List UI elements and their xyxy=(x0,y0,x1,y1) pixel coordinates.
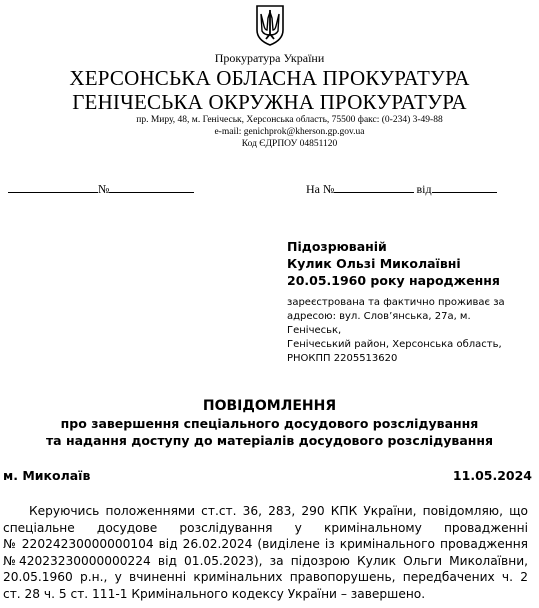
document-title: ПОВІДОМЛЕННЯ xyxy=(202,398,337,414)
body-line: № 22024230000000104 від 26.02.2024 (виділене із кримінального провадження xyxy=(3,537,528,552)
org-district-title: ГЕНІЧЕСЬКА ОКРУЖНА ПРОКУРАТУРА xyxy=(72,90,467,114)
body-line: №42023230000000224 від 01.05.2023), за підозрою Кулик Ольги Миколаївни, xyxy=(3,553,528,568)
residence-line: адресою: вул. Слов’янська, 27а, м. Генічеськ, xyxy=(287,311,471,336)
recipient-block xyxy=(287,238,500,289)
residence-line: зареєстрована та фактично проживає за xyxy=(287,297,505,308)
document-date: 11.05.2024 xyxy=(452,468,532,483)
org-region-title: ХЕРСОНСЬКА ОБЛАСНА ПРОКУРАТУРА xyxy=(69,66,470,90)
recipient-name: Кулик Ользі Миколаївні xyxy=(287,256,461,271)
recipient-role: Підозрюваній xyxy=(287,239,387,254)
body-line: 20.05.1960 р.н., у вчиненні кримінальних правопорушень, передбачених ч. 2 xyxy=(3,570,528,585)
residence-line: Генічеський район, Херсонська область, xyxy=(287,339,502,350)
org-edrpou: Код ЄДРПОУ 04851120 xyxy=(241,139,338,149)
body-line: Керуючись положеннями ст.ст. 36, 283, 290 КПК України, повідомляю, що xyxy=(29,504,528,518)
residence-block xyxy=(287,296,527,366)
body-line: спеціальне досудове розслідування у кримінальному провадженні xyxy=(3,520,528,535)
org-parent: Прокуратура України xyxy=(214,51,325,65)
document-subtitle-2: та надання доступу до матеріалів досудового розслідування xyxy=(45,433,494,448)
org-address: пр. Миру, 48, м. Генічеськ, Херсонська область, 75500 факс: (0-234) 3-49-88 xyxy=(136,115,443,125)
document-subtitle-1: про завершення спеціального досудового розслідування xyxy=(60,416,479,431)
incoming-reference-field: На № від xyxy=(306,182,497,197)
body-line: ст. 28 ч. 5 ст. 111-1 Кримінального кодексу України – завершено. xyxy=(3,586,426,601)
recipient-birthdate: 20.05.1960 року народження xyxy=(287,273,500,288)
outgoing-number-field: № xyxy=(8,182,194,197)
body-paragraph xyxy=(3,503,528,603)
coat-of-arms-emblem xyxy=(254,4,286,46)
org-email: e-mail: genichprok@kherson.gp.gov.ua xyxy=(214,127,365,137)
residence-tax-id: РНОКПП 2205513620 xyxy=(287,353,398,364)
document-city: м. Миколаїв xyxy=(3,468,91,483)
